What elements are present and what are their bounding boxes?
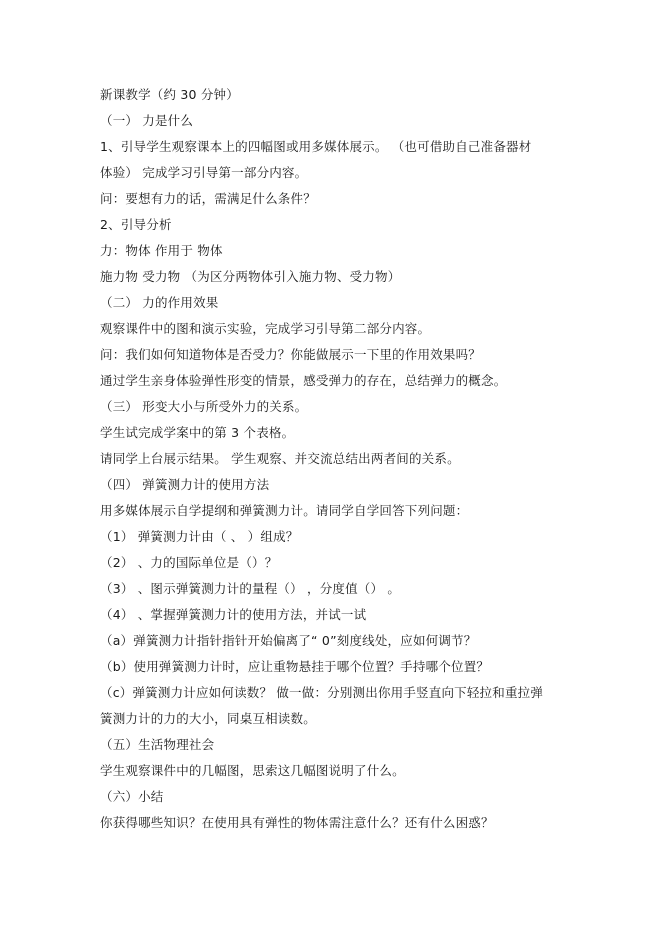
subsection-heading: （三） 形变大小与所受外力的关系。: [100, 399, 308, 414]
paragraph-line: 2、引导分析: [100, 217, 172, 232]
list-item: （1） 弹簧测力计由（ 、 ）组成？: [100, 529, 299, 544]
list-item: （2） 、力的国际单位是（）？: [100, 555, 278, 570]
paragraph-line: 用多媒体展示自学提纲和弹簧测力计。请同学自学回答下列问题：: [100, 503, 469, 518]
subsection-heading: （一） 力是什么: [100, 113, 194, 128]
paragraph-line: 施力物 受力物 （为区分两物体引入施力物、受力物）: [100, 269, 401, 284]
paragraph-line: 请同学上台展示结果。 学生观察、并交流总结出两者间的关系。: [100, 451, 460, 466]
subsection-heading: （五）生活物理社会: [100, 737, 215, 752]
question-line: 问：我们如何知道物体是否受力？你能做展示一下里的作用效果吗？: [100, 347, 482, 362]
section-heading: 新课教学（约 30 分钟）: [100, 87, 239, 102]
question-line: 问：要想有力的话，需满足什么条件？: [100, 191, 316, 206]
list-item: （3） 、图示弹簧测力计的量程（） ，分度值（） 。: [100, 581, 401, 596]
paragraph-line: 力：物体 作用于 物体: [100, 243, 223, 258]
lesson-text: [100, 82, 570, 836]
list-item: （a）弹簧测力计指针指针开始偏离了“ 0”刻度线处，应如何调节？: [100, 633, 477, 648]
list-item: （4） 、掌握弹簧测力计的使用方法，并试一试: [100, 607, 367, 622]
list-item: （c）弹簧测力计应如何读数？ 做一做：分别测出你用手竖直向下轻拉和重拉弹: [100, 685, 544, 700]
paragraph-line: 学生观察课件中的几幅图，思索这几幅图说明了什么。: [100, 763, 405, 778]
paragraph-line: 学生试完成学案中的第 3 个表格。: [100, 425, 295, 440]
list-item: （b）使用弹簧测力计时，应让重物悬挂于哪个位置？手持哪个位置？: [100, 659, 490, 674]
paragraph-line: 簧测力计的力的大小，同桌互相读数。: [100, 711, 316, 726]
subsection-heading: （四） 弹簧测力计的使用方法: [100, 477, 270, 492]
paragraph-line: 1、引导学生观察课本上的四幅图或用多媒体展示。 （也可借助自己准备器材: [100, 139, 532, 154]
subsection-heading: （二） 力的作用效果: [100, 295, 219, 310]
paragraph-line: 观察课件中的图和演示实验，完成学习引导第二部分内容。: [100, 321, 431, 336]
paragraph-line: 体验） 完成学习引导第一部分内容。: [100, 165, 308, 180]
paragraph-line: 通过学生亲身体验弹性形变的情景，感受弹力的存在，总结弹力的概念。: [100, 373, 507, 388]
subsection-heading: （六）小结: [100, 789, 164, 804]
question-line: 你获得哪些知识？在使用具有弹性的物体需注意什么？还有什么困惑？: [100, 815, 494, 830]
